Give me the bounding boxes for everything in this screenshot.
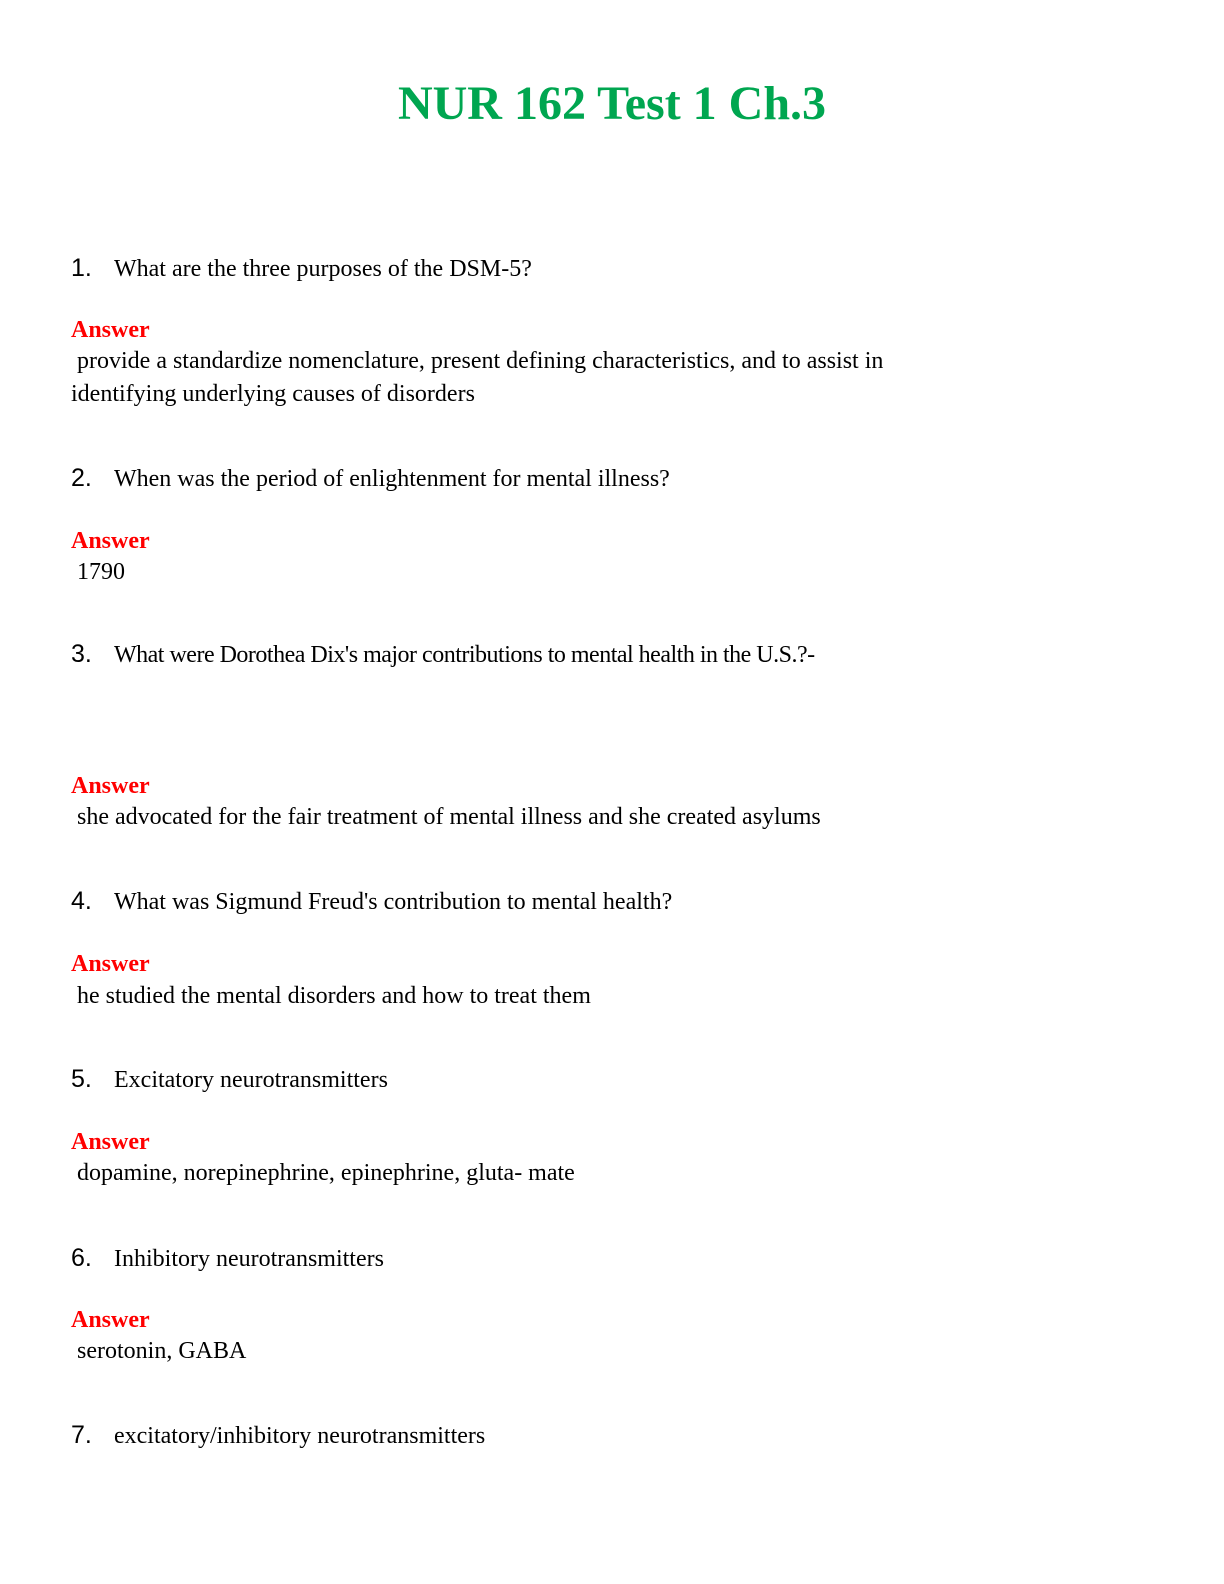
question-3 <box>71 639 815 670</box>
answer-label: Answer <box>71 528 150 554</box>
question-4 <box>71 886 672 917</box>
question-number: 6. <box>71 1244 92 1272</box>
question-5 <box>71 1064 388 1095</box>
question-number: 4. <box>71 887 92 915</box>
question-text: Inhibitory neurotransmitters <box>114 1246 384 1272</box>
answer-text: serotonin, GABA <box>71 1338 247 1364</box>
question-text: When was the period of enlightenment for mental illness? <box>114 466 670 492</box>
answer-label: Answer <box>71 951 150 977</box>
question-number: 2. <box>71 464 92 492</box>
question-1 <box>71 253 532 284</box>
question-text: What were Dorothea Dix's major contributions to mental health in the U.S.?- <box>114 642 815 668</box>
answer-text: 1790 <box>71 559 125 585</box>
question-text: What are the three purposes of the DSM-5? <box>114 256 532 282</box>
question-number: 5. <box>71 1065 92 1093</box>
question-text: What was Sigmund Freud's contribution to mental health? <box>114 889 673 915</box>
answer-label: Answer <box>71 1307 150 1333</box>
answer-text: he studied the mental disorders and how to treat them <box>71 983 591 1009</box>
answer-text: provide a standardize nomenclature, present defining characteristics, and to assist in identifying underlying causes of disorders <box>71 348 884 407</box>
question-6 <box>71 1243 384 1274</box>
answer-label: Answer <box>71 1129 150 1155</box>
answer-text: dopamine, norepinephrine, epinephrine, gluta- mate <box>71 1160 575 1186</box>
answer-text: she advocated for the fair treatment of mental illness and she created asylums <box>71 804 821 830</box>
question-number: 7. <box>71 1421 92 1449</box>
answer-label: Answer <box>71 773 150 799</box>
question-number: 3. <box>71 640 92 668</box>
question-text: Excitatory neurotransmitters <box>114 1067 388 1093</box>
question-7 <box>71 1420 485 1451</box>
question-2 <box>71 463 670 494</box>
question-number: 1. <box>71 254 92 282</box>
question-text: excitatory/inhibitory neurotransmitters <box>114 1423 486 1449</box>
page-title: NUR 162 Test 1 Ch.3 <box>397 77 827 130</box>
answer-label: Answer <box>71 317 150 343</box>
